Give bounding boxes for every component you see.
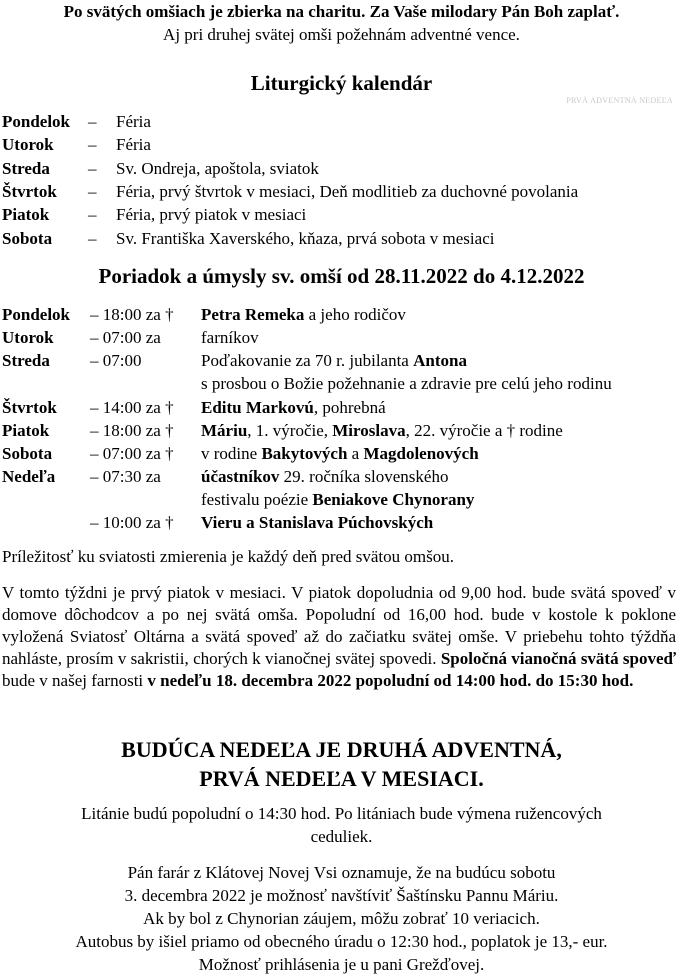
first-friday-paragraph: V tomto týždni je prvý piatok v mesiaci. V piatok dopoludnia od 9,00 hod. bude svätá spoveď v domove dôchodcov a po nej svätá omša. Popoludní od 16,00 hod. bude v kostole k poklone vyložená Sviatosť Oltárna a svätá spoveď až do začiatku svätej omše. V priebehu tohto týždňa nahláste, prosím v sakristii, chorých k vianočnej svätej spovedi. Spoločná vianočná svätá spoveď bude v našej farnosti v nedeľu 18. decembra 2022 popoludní od 14:00 hod. do 15:30 hod. [2, 583, 677, 690]
dash: – [88, 112, 97, 131]
day-name: Sobota [2, 229, 53, 248]
mass-intention: farníkov [201, 328, 259, 347]
litanies-line: ceduliek. [310, 827, 373, 846]
day-description: Féria [116, 112, 151, 131]
liturgical-row [2, 181, 578, 203]
mass-intention: s prosbou o Božie požehnanie a zdravie pre celú jeho rodinu [201, 374, 612, 393]
dash: – [88, 229, 97, 248]
pilgrimage-line: Možnosť prihlásenia je u pani Grežďovej. [198, 955, 485, 974]
day-name: Streda [2, 159, 50, 178]
mass-intention: Máriu, 1. výročie, Miroslava, 22. výročie a † rodine [201, 421, 563, 440]
announcement-line: PRVÁ NEDEĽA V MESIACI. [199, 766, 484, 791]
liturgical-row [2, 111, 151, 133]
day-description: Féria, prvý piatok v mesiaci [116, 205, 307, 224]
pilgrimage-line: 3. decembra 2022 je možnosť navštíviť Šaštínsku Pannu Máriu. [124, 886, 559, 905]
dash: – [88, 135, 97, 154]
liturgical-row [2, 134, 151, 156]
mass-intention: festivalu poézie Beniakove Chynorany [201, 490, 475, 509]
mass-time: – 07:00 za [90, 328, 161, 347]
day-name: Utorok [2, 328, 54, 347]
collection-note: Po svätých omšiach je zbierka na charitu. Za Vaše milodary Pán Boh zaplať. [63, 2, 620, 21]
mass-intention: Poďakovanie za 70 r. jubilanta Antona [201, 351, 467, 370]
mass-time: – 14:00 za † [90, 398, 174, 417]
confession-note: Príležitosť ku sviatosti zmierenia je každý deň pred svätou omšou. [2, 547, 454, 566]
mass-time: – 10:00 za † [90, 513, 174, 532]
mass-time: – 18:00 za † [90, 305, 174, 324]
dash: – [88, 182, 97, 201]
day-name: Utorok [2, 135, 54, 154]
day-description: Sv. Ondreja, apoštola, sviatok [116, 159, 319, 178]
wreath-blessing-note: Aj pri druhej svätej omši požehnám adventné vence. [163, 25, 520, 44]
mass-time: – 07:00 [90, 351, 142, 370]
day-name: Nedeľa [2, 467, 56, 486]
day-description: Sv. Františka Xaverského, kňaza, prvá sobota v mesiaci [116, 229, 495, 248]
day-name: Pondelok [2, 305, 71, 324]
litanies-line: Litánie budú popoludní o 14:30 hod. Po litániach bude výmena ružencových [81, 804, 602, 823]
mass-schedule-title: Poriadok a úmysly sv. omší od 28.11.2022 do 4.12.2022 [98, 264, 585, 288]
liturgical-row [2, 158, 319, 180]
dash: – [88, 159, 97, 178]
day-name: Štvrtok [2, 182, 57, 201]
announcement-line: BUDÚCA NEDEĽA JE DRUHÁ ADVENTNÁ, [121, 737, 562, 762]
pilgrimage-line: Pán farár z Klátovej Novej Vsi oznamuje, že na budúcu sobotu [127, 863, 556, 882]
mass-intention: účastníkov 29. ročníka slovenského [201, 467, 449, 486]
pilgrimage-line: Ak by bol z Chynorian záujem, môžu zobrať 10 veriacich. [143, 909, 540, 928]
day-name: Pondelok [2, 112, 71, 131]
mass-intention: Editu Markovú, pohrebná [201, 398, 386, 417]
mass-intention: v rodine Bakytových a Magdolenových [201, 444, 479, 463]
day-name: Štvrtok [2, 398, 57, 417]
day-description: Féria [116, 135, 151, 154]
day-name: Piatok [2, 205, 50, 224]
liturgical-calendar-title: Liturgický kalendár [250, 71, 433, 95]
mass-intention: Petra Remeka a jeho rodičov [201, 305, 406, 324]
pilgrimage-line: Autobus by išiel priamo od obecného úradu o 12:30 hod., poplatok je 13,- eur. [75, 932, 608, 951]
mass-time: – 07:00 za † [90, 444, 174, 463]
mass-time: – 07:30 za [90, 467, 161, 486]
mass-time: – 18:00 za † [90, 421, 174, 440]
faint-watermark-note: PRVÁ ADVENTNÁ NEDEĽA [566, 96, 673, 105]
next-sunday-announcement [0, 735, 683, 793]
day-description: Féria, prvý štvrtok v mesiaci, Deň modlitieb za duchovné povolania [116, 182, 579, 201]
day-name: Piatok [2, 421, 50, 440]
dash: – [88, 205, 97, 224]
day-name: Sobota [2, 444, 53, 463]
mass-intention: Vieru a Stanislava Púchovských [201, 513, 434, 532]
liturgical-row [2, 228, 494, 250]
liturgical-row [2, 204, 306, 226]
day-name: Streda [2, 351, 50, 370]
